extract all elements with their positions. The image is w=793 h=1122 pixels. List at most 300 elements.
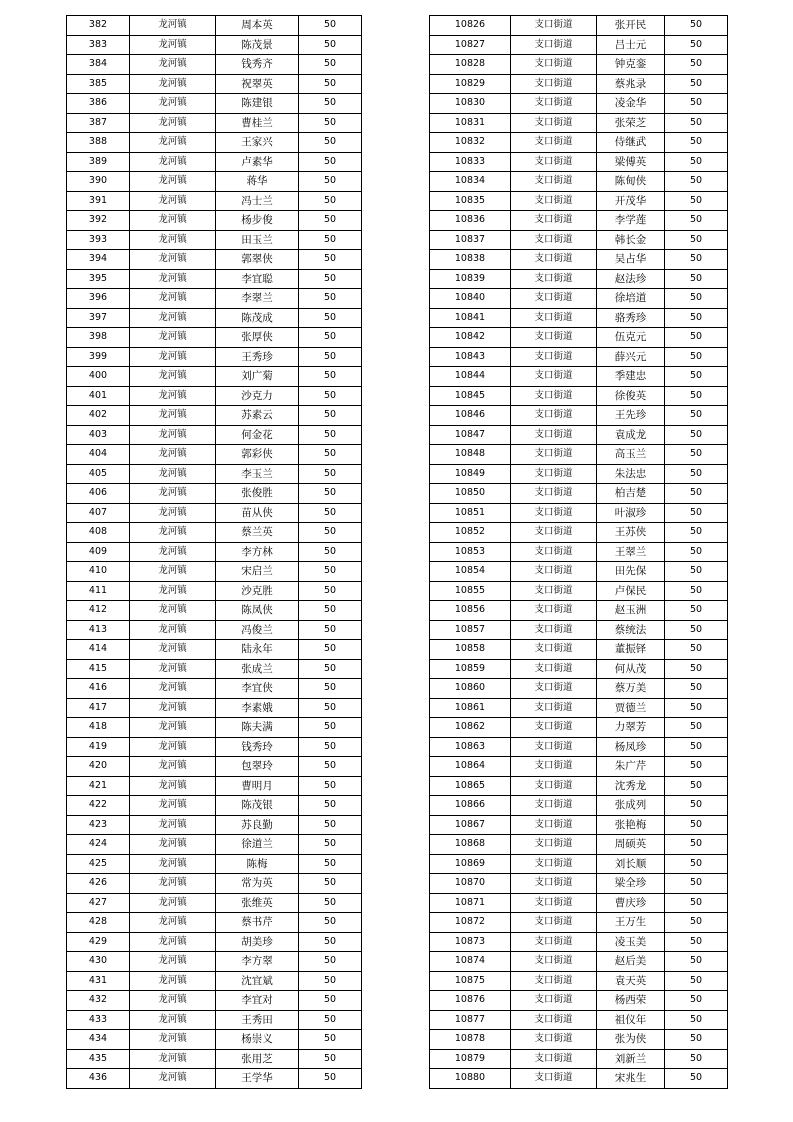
table-row <box>67 308 362 328</box>
name-cell: 季建忠 <box>597 367 665 387</box>
row-number-cell: 10866 <box>430 796 511 816</box>
table-row <box>67 230 362 250</box>
district-cell: 支口街道 <box>511 191 597 211</box>
amount-cell: 50 <box>299 815 362 835</box>
amount-cell: 50 <box>665 386 728 406</box>
name-cell: 王秀田 <box>216 1010 299 1030</box>
amount-cell: 50 <box>299 191 362 211</box>
table-row <box>67 718 362 738</box>
table-row <box>430 776 728 796</box>
name-cell: 张成兰 <box>216 659 299 679</box>
table-row <box>430 913 728 933</box>
table-row <box>430 718 728 738</box>
table-row <box>430 698 728 718</box>
district-cell: 龙河镇 <box>130 523 216 543</box>
amount-cell: 50 <box>299 503 362 523</box>
amount-cell: 50 <box>665 74 728 94</box>
name-cell: 郭彩侠 <box>216 445 299 465</box>
name-cell: 蔡兰英 <box>216 523 299 543</box>
row-number-cell: 434 <box>67 1030 130 1050</box>
table-row <box>430 16 728 36</box>
row-number-cell: 421 <box>67 776 130 796</box>
row-number-cell: 413 <box>67 620 130 640</box>
name-cell: 何从茂 <box>597 659 665 679</box>
amount-cell: 50 <box>665 367 728 387</box>
name-cell: 陆永年 <box>216 640 299 660</box>
table-row <box>67 542 362 562</box>
amount-cell: 50 <box>299 445 362 465</box>
table-row <box>430 757 728 777</box>
row-number-cell: 10827 <box>430 35 511 55</box>
district-cell: 支口街道 <box>511 113 597 133</box>
name-cell: 祝翠英 <box>216 74 299 94</box>
district-cell: 龙河镇 <box>130 484 216 504</box>
row-number-cell: 10858 <box>430 640 511 660</box>
row-number-cell: 425 <box>67 854 130 874</box>
amount-cell: 50 <box>299 796 362 816</box>
table-row <box>67 893 362 913</box>
name-cell: 张俊胜 <box>216 484 299 504</box>
table-row <box>430 308 728 328</box>
table-row <box>67 757 362 777</box>
table-row <box>430 796 728 816</box>
table-row <box>67 191 362 211</box>
amount-cell: 50 <box>665 269 728 289</box>
amount-cell: 50 <box>665 308 728 328</box>
row-number-cell: 10874 <box>430 952 511 972</box>
table-row <box>430 1030 728 1050</box>
row-number-cell: 385 <box>67 74 130 94</box>
district-cell: 龙河镇 <box>130 1069 216 1089</box>
row-number-cell: 436 <box>67 1069 130 1089</box>
district-cell: 支口街道 <box>511 367 597 387</box>
district-cell: 龙河镇 <box>130 991 216 1011</box>
table-row <box>67 640 362 660</box>
district-cell: 龙河镇 <box>130 893 216 913</box>
table-row <box>430 737 728 757</box>
table-row <box>67 484 362 504</box>
table-row <box>67 445 362 465</box>
district-cell: 支口街道 <box>511 698 597 718</box>
table-row <box>67 16 362 36</box>
table-row <box>430 172 728 192</box>
amount-cell: 50 <box>665 796 728 816</box>
row-number-cell: 396 <box>67 289 130 309</box>
amount-cell: 50 <box>299 1049 362 1069</box>
row-number-cell: 405 <box>67 464 130 484</box>
row-number-cell: 10839 <box>430 269 511 289</box>
row-number-cell: 10842 <box>430 328 511 348</box>
row-number-cell: 386 <box>67 94 130 114</box>
name-cell: 常为英 <box>216 874 299 894</box>
district-cell: 龙河镇 <box>130 425 216 445</box>
name-cell: 苏素云 <box>216 406 299 426</box>
row-number-cell: 429 <box>67 932 130 952</box>
row-number-cell: 10860 <box>430 679 511 699</box>
table-row <box>67 991 362 1011</box>
amount-cell: 50 <box>299 932 362 952</box>
amount-cell: 50 <box>665 347 728 367</box>
name-cell: 包翠玲 <box>216 757 299 777</box>
table-row <box>430 35 728 55</box>
name-cell: 袁成龙 <box>597 425 665 445</box>
amount-cell: 50 <box>299 484 362 504</box>
district-cell: 龙河镇 <box>130 718 216 738</box>
amount-cell: 50 <box>665 601 728 621</box>
district-cell: 龙河镇 <box>130 386 216 406</box>
row-number-cell: 10840 <box>430 289 511 309</box>
row-number-cell: 411 <box>67 581 130 601</box>
district-cell: 支口街道 <box>511 230 597 250</box>
amount-cell: 50 <box>299 328 362 348</box>
name-cell: 梁全珍 <box>597 874 665 894</box>
name-cell: 赵法珍 <box>597 269 665 289</box>
row-number-cell: 10869 <box>430 854 511 874</box>
district-cell: 支口街道 <box>511 523 597 543</box>
row-number-cell: 10828 <box>430 55 511 75</box>
table-row <box>430 1069 728 1089</box>
amount-cell: 50 <box>299 542 362 562</box>
district-cell: 支口街道 <box>511 913 597 933</box>
row-number-cell: 10862 <box>430 718 511 738</box>
table-row <box>430 854 728 874</box>
amount-cell: 50 <box>299 835 362 855</box>
district-cell: 龙河镇 <box>130 16 216 36</box>
table-row <box>430 484 728 504</box>
district-cell: 支口街道 <box>511 172 597 192</box>
district-cell: 支口街道 <box>511 815 597 835</box>
name-cell: 曹庆珍 <box>597 893 665 913</box>
row-number-cell: 418 <box>67 718 130 738</box>
district-cell: 龙河镇 <box>130 913 216 933</box>
row-number-cell: 435 <box>67 1049 130 1069</box>
row-number-cell: 10852 <box>430 523 511 543</box>
table-row <box>67 1030 362 1050</box>
amount-cell: 50 <box>299 464 362 484</box>
table-row <box>67 289 362 309</box>
name-cell: 刘长顺 <box>597 854 665 874</box>
table-row <box>67 1049 362 1069</box>
district-cell: 支口街道 <box>511 796 597 816</box>
name-cell: 钱秀齐 <box>216 55 299 75</box>
amount-cell: 50 <box>299 640 362 660</box>
row-number-cell: 390 <box>67 172 130 192</box>
name-cell: 赵玉洲 <box>597 601 665 621</box>
name-cell: 张荣芝 <box>597 113 665 133</box>
district-cell: 支口街道 <box>511 932 597 952</box>
name-cell: 卢保民 <box>597 581 665 601</box>
table-row <box>67 952 362 972</box>
table-row <box>67 464 362 484</box>
district-cell: 龙河镇 <box>130 1049 216 1069</box>
row-number-cell: 10861 <box>430 698 511 718</box>
district-cell: 支口街道 <box>511 152 597 172</box>
table-row <box>430 445 728 465</box>
row-number-cell: 10867 <box>430 815 511 835</box>
row-number-cell: 10836 <box>430 211 511 231</box>
row-number-cell: 387 <box>67 113 130 133</box>
name-cell: 蒋华 <box>216 172 299 192</box>
amount-cell: 50 <box>665 425 728 445</box>
row-number-cell: 10857 <box>430 620 511 640</box>
name-cell: 高玉兰 <box>597 445 665 465</box>
district-cell: 支口街道 <box>511 679 597 699</box>
table-row <box>67 172 362 192</box>
table-row <box>67 347 362 367</box>
row-number-cell: 419 <box>67 737 130 757</box>
table-row <box>430 250 728 270</box>
name-cell: 蔡书芹 <box>216 913 299 933</box>
district-cell: 龙河镇 <box>130 815 216 835</box>
row-number-cell: 10849 <box>430 464 511 484</box>
district-cell: 龙河镇 <box>130 289 216 309</box>
name-cell: 张厚侠 <box>216 328 299 348</box>
name-cell: 侍继武 <box>597 133 665 153</box>
name-cell: 袁天英 <box>597 971 665 991</box>
district-cell: 支口街道 <box>511 874 597 894</box>
district-cell: 支口街道 <box>511 581 597 601</box>
district-cell: 龙河镇 <box>130 250 216 270</box>
table-row <box>430 932 728 952</box>
row-number-cell: 10856 <box>430 601 511 621</box>
district-cell: 支口街道 <box>511 289 597 309</box>
district-cell: 龙河镇 <box>130 152 216 172</box>
name-cell: 陈茂成 <box>216 308 299 328</box>
amount-cell: 50 <box>665 718 728 738</box>
district-cell: 支口街道 <box>511 601 597 621</box>
name-cell: 凌玉美 <box>597 932 665 952</box>
table-row <box>430 581 728 601</box>
name-cell: 柏吉楚 <box>597 484 665 504</box>
name-cell: 凌金华 <box>597 94 665 114</box>
row-number-cell: 10880 <box>430 1069 511 1089</box>
name-cell: 祖仪年 <box>597 1010 665 1030</box>
name-cell: 胡美珍 <box>216 932 299 952</box>
district-cell: 支口街道 <box>511 737 597 757</box>
row-number-cell: 414 <box>67 640 130 660</box>
amount-cell: 50 <box>299 347 362 367</box>
table-row <box>430 464 728 484</box>
row-number-cell: 430 <box>67 952 130 972</box>
name-cell: 韩长金 <box>597 230 665 250</box>
row-number-cell: 426 <box>67 874 130 894</box>
district-cell: 支口街道 <box>511 1030 597 1050</box>
name-cell: 张为侠 <box>597 1030 665 1050</box>
row-number-cell: 10855 <box>430 581 511 601</box>
row-number-cell: 10870 <box>430 874 511 894</box>
amount-cell: 50 <box>299 757 362 777</box>
amount-cell: 50 <box>299 1069 362 1089</box>
row-number-cell: 423 <box>67 815 130 835</box>
amount-cell: 50 <box>299 991 362 1011</box>
name-cell: 沈宜斌 <box>216 971 299 991</box>
name-cell: 陈夫满 <box>216 718 299 738</box>
name-cell: 冯俊兰 <box>216 620 299 640</box>
amount-cell: 50 <box>299 620 362 640</box>
name-cell: 张开民 <box>597 16 665 36</box>
district-cell: 支口街道 <box>511 211 597 231</box>
name-cell: 沙克胜 <box>216 581 299 601</box>
district-cell: 龙河镇 <box>130 464 216 484</box>
district-cell: 支口街道 <box>511 640 597 660</box>
row-number-cell: 431 <box>67 971 130 991</box>
district-cell: 龙河镇 <box>130 620 216 640</box>
table-row <box>430 893 728 913</box>
district-cell: 龙河镇 <box>130 133 216 153</box>
amount-cell: 50 <box>665 406 728 426</box>
district-cell: 支口街道 <box>511 55 597 75</box>
district-cell: 支口街道 <box>511 562 597 582</box>
district-cell: 支口街道 <box>511 542 597 562</box>
row-number-cell: 409 <box>67 542 130 562</box>
amount-cell: 50 <box>665 991 728 1011</box>
table-row <box>67 932 362 952</box>
district-cell: 支口街道 <box>511 308 597 328</box>
table-row <box>67 55 362 75</box>
table-row <box>430 94 728 114</box>
row-number-cell: 404 <box>67 445 130 465</box>
district-cell: 支口街道 <box>511 406 597 426</box>
name-cell: 陈梅 <box>216 854 299 874</box>
district-cell: 支口街道 <box>511 659 597 679</box>
amount-cell: 50 <box>665 289 728 309</box>
amount-cell: 50 <box>665 484 728 504</box>
row-number-cell: 10868 <box>430 835 511 855</box>
district-cell: 龙河镇 <box>130 874 216 894</box>
amount-cell: 50 <box>665 640 728 660</box>
name-cell: 郭翠侠 <box>216 250 299 270</box>
amount-cell: 50 <box>299 425 362 445</box>
district-cell: 支口街道 <box>511 854 597 874</box>
amount-cell: 50 <box>665 971 728 991</box>
row-number-cell: 10853 <box>430 542 511 562</box>
row-number-cell: 432 <box>67 991 130 1011</box>
district-cell: 龙河镇 <box>130 191 216 211</box>
district-cell: 支口街道 <box>511 464 597 484</box>
table-row <box>67 406 362 426</box>
name-cell: 苗从侠 <box>216 503 299 523</box>
name-cell: 王翠兰 <box>597 542 665 562</box>
row-number-cell: 10873 <box>430 932 511 952</box>
name-cell: 周本英 <box>216 16 299 36</box>
name-cell: 蔡兆录 <box>597 74 665 94</box>
amount-cell: 50 <box>665 328 728 348</box>
row-number-cell: 10878 <box>430 1030 511 1050</box>
name-cell: 薛兴元 <box>597 347 665 367</box>
amount-cell: 50 <box>665 913 728 933</box>
row-number-cell: 400 <box>67 367 130 387</box>
table-row <box>430 679 728 699</box>
row-number-cell: 416 <box>67 679 130 699</box>
amount-cell: 50 <box>299 113 362 133</box>
row-number-cell: 10872 <box>430 913 511 933</box>
table-row <box>430 328 728 348</box>
row-number-cell: 10845 <box>430 386 511 406</box>
table-row <box>430 133 728 153</box>
row-number-cell: 415 <box>67 659 130 679</box>
row-number-cell: 410 <box>67 562 130 582</box>
amount-cell: 50 <box>665 94 728 114</box>
row-number-cell: 10835 <box>430 191 511 211</box>
row-number-cell: 389 <box>67 152 130 172</box>
name-cell: 沈秀龙 <box>597 776 665 796</box>
district-cell: 龙河镇 <box>130 113 216 133</box>
district-cell: 支口街道 <box>511 386 597 406</box>
amount-cell: 50 <box>665 698 728 718</box>
table-row <box>430 191 728 211</box>
district-cell: 龙河镇 <box>130 308 216 328</box>
amount-cell: 50 <box>299 601 362 621</box>
amount-cell: 50 <box>665 172 728 192</box>
amount-cell: 50 <box>665 1010 728 1030</box>
district-cell: 支口街道 <box>511 250 597 270</box>
table-row <box>67 74 362 94</box>
name-cell: 何金花 <box>216 425 299 445</box>
name-cell: 宋兆生 <box>597 1069 665 1089</box>
amount-cell: 50 <box>665 133 728 153</box>
name-cell: 李方翠 <box>216 952 299 972</box>
name-cell: 田先保 <box>597 562 665 582</box>
table-row <box>67 659 362 679</box>
table-row <box>430 1049 728 1069</box>
district-cell: 龙河镇 <box>130 1010 216 1030</box>
table-row <box>430 620 728 640</box>
amount-cell: 50 <box>665 562 728 582</box>
district-cell: 支口街道 <box>511 503 597 523</box>
row-number-cell: 10865 <box>430 776 511 796</box>
table-row <box>430 971 728 991</box>
table-row <box>430 406 728 426</box>
table-row <box>67 386 362 406</box>
name-cell: 刘广菊 <box>216 367 299 387</box>
row-number-cell: 406 <box>67 484 130 504</box>
row-number-cell: 10841 <box>430 308 511 328</box>
name-cell: 钱秀玲 <box>216 737 299 757</box>
amount-cell: 50 <box>299 406 362 426</box>
row-number-cell: 388 <box>67 133 130 153</box>
name-cell: 陈茂银 <box>216 796 299 816</box>
name-cell: 李学莲 <box>597 211 665 231</box>
amount-cell: 50 <box>665 737 728 757</box>
district-cell: 龙河镇 <box>130 172 216 192</box>
amount-cell: 50 <box>665 815 728 835</box>
amount-cell: 50 <box>299 308 362 328</box>
district-cell: 龙河镇 <box>130 659 216 679</box>
name-cell: 苏良勤 <box>216 815 299 835</box>
district-cell: 支口街道 <box>511 1049 597 1069</box>
district-cell: 龙河镇 <box>130 835 216 855</box>
table-row <box>430 113 728 133</box>
district-cell: 龙河镇 <box>130 679 216 699</box>
amount-cell: 50 <box>299 698 362 718</box>
amount-cell: 50 <box>665 893 728 913</box>
amount-cell: 50 <box>665 679 728 699</box>
name-cell: 李宜聪 <box>216 269 299 289</box>
name-cell: 开茂华 <box>597 191 665 211</box>
name-cell: 董振铎 <box>597 640 665 660</box>
district-cell: 龙河镇 <box>130 737 216 757</box>
district-cell: 支口街道 <box>511 425 597 445</box>
name-cell: 徐俊英 <box>597 386 665 406</box>
district-cell: 龙河镇 <box>130 367 216 387</box>
district-cell: 龙河镇 <box>130 932 216 952</box>
district-cell: 支口街道 <box>511 484 597 504</box>
table-row <box>430 815 728 835</box>
amount-cell: 50 <box>299 581 362 601</box>
district-cell: 龙河镇 <box>130 757 216 777</box>
table-row <box>67 698 362 718</box>
amount-cell: 50 <box>299 893 362 913</box>
